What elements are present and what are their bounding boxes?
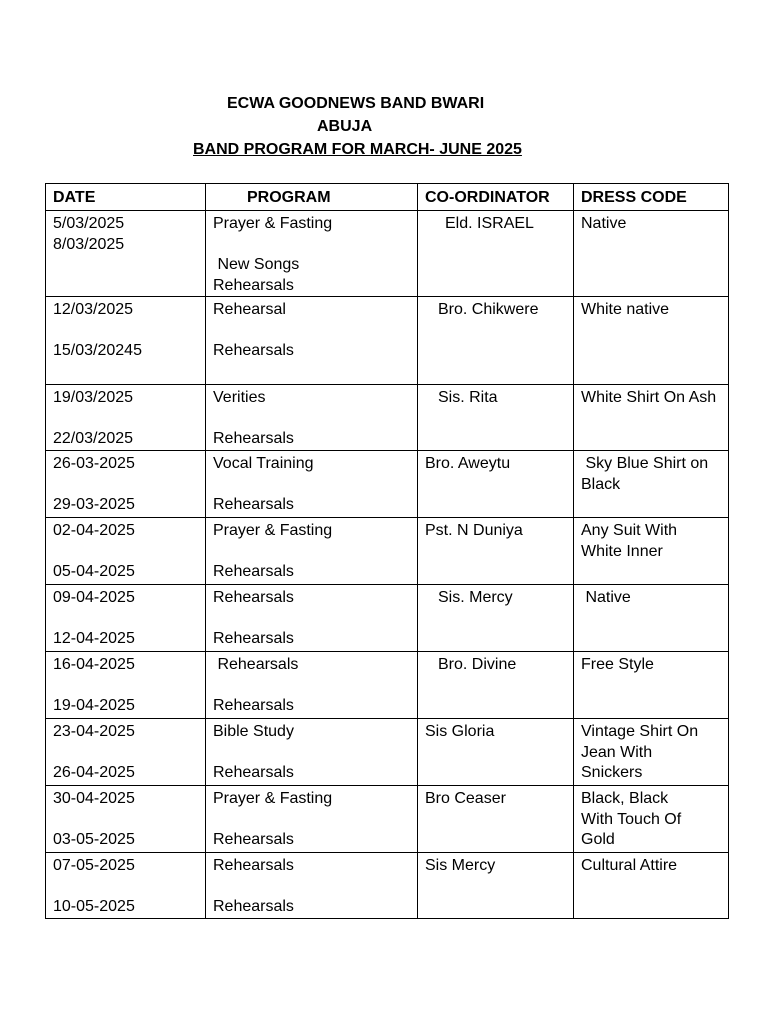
program-primary: Rehearsals: [213, 589, 294, 606]
dress-code-cell: [574, 719, 729, 786]
table-row: [46, 652, 729, 719]
dress-code-text: Sky Blue Shirt on Black: [581, 455, 713, 493]
program-secondary-cont: Rehearsals: [213, 276, 294, 294]
dress-code-cell: [574, 211, 729, 297]
program-secondary: Rehearsals: [213, 764, 294, 781]
dress-code-cell: [574, 518, 729, 585]
coordinator-name: Bro. Divine: [438, 656, 517, 673]
program-cell: [206, 853, 418, 919]
table-row: [46, 297, 729, 385]
program-primary: Rehearsals: [213, 857, 294, 874]
coordinator-name: Sis Gloria: [425, 723, 495, 740]
date-cell: [46, 585, 206, 652]
coordinator-cell: [418, 853, 574, 919]
program-primary: Rehearsals: [213, 656, 299, 673]
document-subtitle: BAND PROGRAM FOR MARCH- JUNE 2025: [193, 141, 522, 158]
dress-code-text: Free Style: [581, 656, 654, 673]
column-header-date: DATE: [46, 184, 206, 211]
date-end: 22/03/2025: [53, 430, 134, 447]
coordinator-cell: [418, 585, 574, 652]
program-secondary: Rehearsals: [213, 496, 294, 513]
program-cell: [206, 786, 418, 853]
date-cell: [46, 719, 206, 786]
date-end: 19-04-2025: [53, 697, 135, 714]
date-start: 19/03/2025: [53, 389, 134, 406]
document-location: ABUJA: [317, 118, 373, 135]
program-cell: [206, 211, 418, 297]
date-start: 02-04-2025: [53, 522, 135, 539]
dress-code-cell: [574, 853, 729, 919]
dress-code-cell: [574, 385, 729, 451]
program-table: [45, 183, 729, 919]
date-end: 8/03/2025: [53, 235, 125, 253]
coordinator-cell: [418, 451, 574, 518]
date-start: 26-03-2025: [53, 455, 135, 472]
coordinator-cell: [418, 719, 574, 786]
coordinator-name: Bro. Chikwere: [438, 301, 539, 318]
date-cell: [46, 518, 206, 585]
coordinator-name: Bro Ceaser: [425, 790, 506, 807]
program-secondary: New Songs: [213, 256, 300, 273]
dress-code-text: Vintage Shirt On Jean With Snickers: [581, 723, 699, 781]
date-cell: [46, 652, 206, 719]
date-start: 23-04-2025: [53, 723, 135, 740]
dress-code-cell: [574, 451, 729, 518]
program-primary: Bible Study: [213, 723, 294, 740]
program-cell: [206, 652, 418, 719]
date-cell: [46, 786, 206, 853]
program-primary: Vocal Training: [213, 455, 314, 472]
coordinator-cell: [418, 518, 574, 585]
dress-code-text: Black, Black With Touch Of Gold: [581, 790, 682, 848]
document-title: ECWA GOODNEWS BAND BWARI: [227, 95, 485, 112]
date-start: 5/03/2025: [53, 215, 125, 232]
dress-code-cell: [574, 297, 729, 385]
dress-code-text: Cultural Attire: [581, 857, 678, 874]
coordinator-name: Eld. ISRAEL: [445, 215, 534, 232]
dress-code-cell: [574, 585, 729, 652]
date-end: 03-05-2025: [53, 831, 135, 848]
date-cell: [46, 385, 206, 451]
coordinator-name: Sis Mercy: [425, 857, 496, 874]
program-secondary: Rehearsals: [213, 697, 294, 714]
coordinator-name: Sis. Mercy: [438, 589, 513, 606]
dress-code-text: White Shirt On Ash: [581, 389, 717, 406]
date-start: 09-04-2025: [53, 589, 135, 606]
coordinator-cell: [418, 297, 574, 385]
program-secondary: Rehearsals: [213, 430, 294, 447]
program-cell: [206, 385, 418, 451]
date-end: 12-04-2025: [53, 630, 135, 647]
column-header-program: PROGRAM: [206, 184, 418, 211]
coordinator-cell: [418, 652, 574, 719]
date-start: 30-04-2025: [53, 790, 135, 807]
date-end: 05-04-2025: [53, 563, 135, 580]
coordinator-cell: [418, 385, 574, 451]
dress-code-text: White native: [581, 301, 670, 318]
program-secondary: Rehearsals: [213, 342, 294, 359]
date-cell: [46, 853, 206, 919]
program-secondary: Rehearsals: [213, 831, 294, 848]
coordinator-cell: [418, 211, 574, 297]
dress-code-text: Native: [581, 589, 631, 606]
program-primary: Prayer & Fasting: [213, 522, 333, 539]
table-row: [46, 211, 729, 297]
program-cell: [206, 518, 418, 585]
program-primary: Prayer & Fasting: [213, 790, 333, 807]
program-cell: [206, 297, 418, 385]
table-row: [46, 518, 729, 585]
table-row: [46, 853, 729, 919]
table-row: [46, 719, 729, 786]
date-cell: [46, 211, 206, 297]
program-cell: [206, 585, 418, 652]
date-end: 10-05-2025: [53, 898, 135, 915]
coordinator-name: Pst. N Duniya: [425, 522, 523, 539]
program-secondary: Rehearsals: [213, 898, 294, 915]
date-start: 07-05-2025: [53, 857, 135, 874]
table-row: [46, 451, 729, 518]
coordinator-cell: [418, 786, 574, 853]
table-header-row: [46, 184, 729, 211]
date-cell: [46, 297, 206, 385]
program-secondary: Rehearsals: [213, 630, 294, 647]
date-start: 12/03/2025: [53, 301, 134, 318]
coordinator-name: Sis. Rita: [438, 389, 498, 406]
coordinator-name: Bro. Aweytu: [425, 455, 511, 472]
dress-code-cell: [574, 786, 729, 853]
dress-code-text: Native: [581, 215, 627, 232]
table-row: [46, 585, 729, 652]
date-end: 26-04-2025: [53, 764, 135, 781]
date-start: 16-04-2025: [53, 656, 135, 673]
table-row: [46, 385, 729, 451]
date-end: 29-03-2025: [53, 496, 135, 513]
program-primary: Prayer & Fasting: [213, 215, 333, 232]
program-secondary: Rehearsals: [213, 563, 294, 580]
program-cell: [206, 719, 418, 786]
table-row: [46, 786, 729, 853]
program-primary: Verities: [213, 389, 266, 406]
column-header-coordinator: CO-ORDINATOR: [418, 184, 574, 211]
dress-code-cell: [574, 652, 729, 719]
program-primary: Rehearsal: [213, 301, 286, 318]
column-header-dress-code: DRESS CODE: [574, 184, 729, 211]
program-cell: [206, 451, 418, 518]
dress-code-text: Any Suit With White Inner: [581, 522, 678, 560]
date-end: 15/03/20245: [53, 342, 142, 359]
date-cell: [46, 451, 206, 518]
